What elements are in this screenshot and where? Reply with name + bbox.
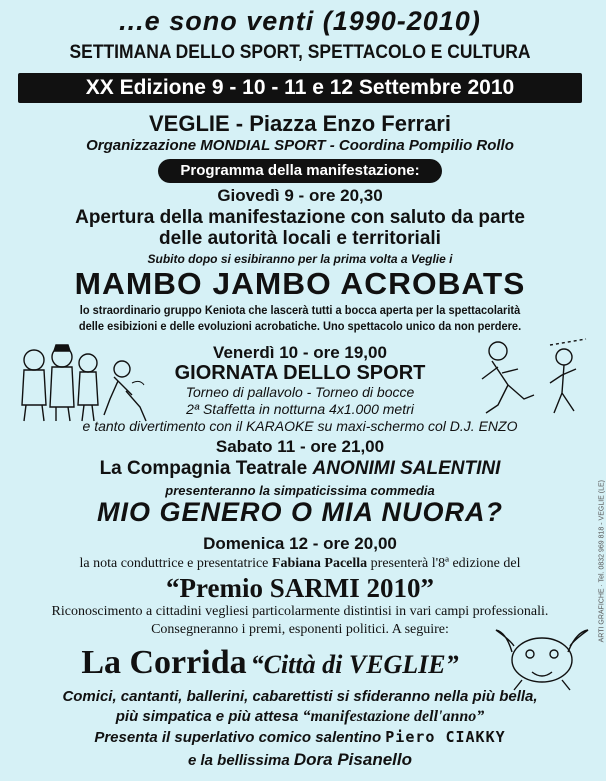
saturday-company-line: [0, 458, 600, 480]
award-description-2: Consegneranno i premi, esponenti politici. A seguire:: [151, 622, 449, 637]
edition-banner: XX Edizione 9 - 10 - 11 e 12 Settembre 2010: [18, 73, 582, 103]
comedian-name: Piero CIAKKY: [385, 728, 506, 746]
event-subtitle: SETTIMANA DELLO SPORT, SPETTACOLO E CULTURA: [69, 42, 531, 63]
friday-line-1: Torneo di pallavolo - Torneo di bocce: [185, 384, 415, 400]
friday-title: GIORNATA DELLO SPORT: [174, 362, 426, 384]
final-line-4-text: e la bellissima: [187, 752, 294, 769]
friday-heading: Venerdì 10 - ore 19,00: [213, 343, 387, 362]
sunday-presenter-line: [0, 556, 600, 572]
thursday-line-2: delle autorità locali e territoriali: [159, 228, 441, 249]
saturday-heading: Sabato 11 - ore 21,00: [215, 437, 385, 456]
company-prefix: La Compagnia Teatrale: [99, 458, 313, 479]
final-line-3: [0, 728, 600, 746]
friday-line-3: e tanto divertimento con il KARAOKE su maxi-schermo col D.J. ENZO: [82, 418, 518, 434]
corrida-subtitle: “Città di VEGLIE”: [250, 650, 459, 679]
thursday-intro: Subito dopo si esibiranno per la prima volta a Veglie i: [147, 252, 453, 266]
presenter-name: Fabiana Pacella: [271, 556, 368, 571]
presenter-text-a: la nota conduttrice e presentatrice: [79, 556, 272, 571]
organizer: Organizzazione MONDIAL SPORT - Coordina Pompilio Rollo: [86, 137, 514, 154]
corrida-title: [0, 644, 570, 682]
saturday-intro: presenteranno la simpaticissima commedia: [165, 483, 435, 498]
corrida-name: La Corrida: [81, 644, 247, 681]
program-label: Programma della manifestazione:: [158, 159, 442, 183]
final-line-1: Comici, cantanti, ballerini, cabarettisti si sfideranno nella più bella,: [62, 688, 538, 705]
act-description-2: delle esibizioni e delle evoluzioni acrobatiche. Uno spettacolo unico da non perdere.: [78, 319, 522, 333]
play-title: MIO GENERO O MIA NUORA?: [97, 497, 503, 527]
thursday-heading: Giovedì 9 - ore 20,30: [217, 186, 383, 205]
company-name: ANONIMI SALENTINI: [312, 458, 501, 479]
event-of-the-year: “manifestazione dell'anno”: [302, 708, 485, 725]
final-line-4: [0, 750, 600, 770]
act-description-1: lo straordinario gruppo Keniota che lascerà tutti a bocca aperta per la spettacolarità: [79, 303, 521, 317]
final-line-2-text: più simpatica e più attesa: [115, 708, 303, 725]
act-name: MAMBO JAMBO ACROBATS: [74, 266, 526, 301]
final-line-3-text: Presenta il superlativo comico salentino: [94, 729, 386, 746]
friday-line-2: 2ª Staffetta in notturna 4x1.000 metri: [186, 401, 414, 417]
presenter-text-b: presenterà l'8ª edizione del: [367, 556, 521, 571]
award-description-1: Riconoscimento a cittadini vegliesi particolarmente distintisi in vari campi professionali.: [51, 604, 549, 619]
thursday-line-1: Apertura della manifestazione con saluto da parte: [75, 207, 525, 228]
hostess-name: Dora Pisanello: [293, 750, 412, 769]
venue: VEGLIE - Piazza Enzo Ferrari: [149, 111, 451, 136]
anniversary-title: ...e sono venti (1990-2010): [119, 6, 481, 36]
print-credit: ARTI GRAFICHE · Tel. 0832 969 818 - VEGLIE (LE): [598, 480, 605, 643]
final-line-2: [0, 708, 600, 726]
award-title: “Premio SARMI 2010”: [166, 573, 434, 603]
sunday-heading: Domenica 12 - ore 20,00: [203, 534, 397, 553]
bull-illustration: [492, 622, 592, 692]
